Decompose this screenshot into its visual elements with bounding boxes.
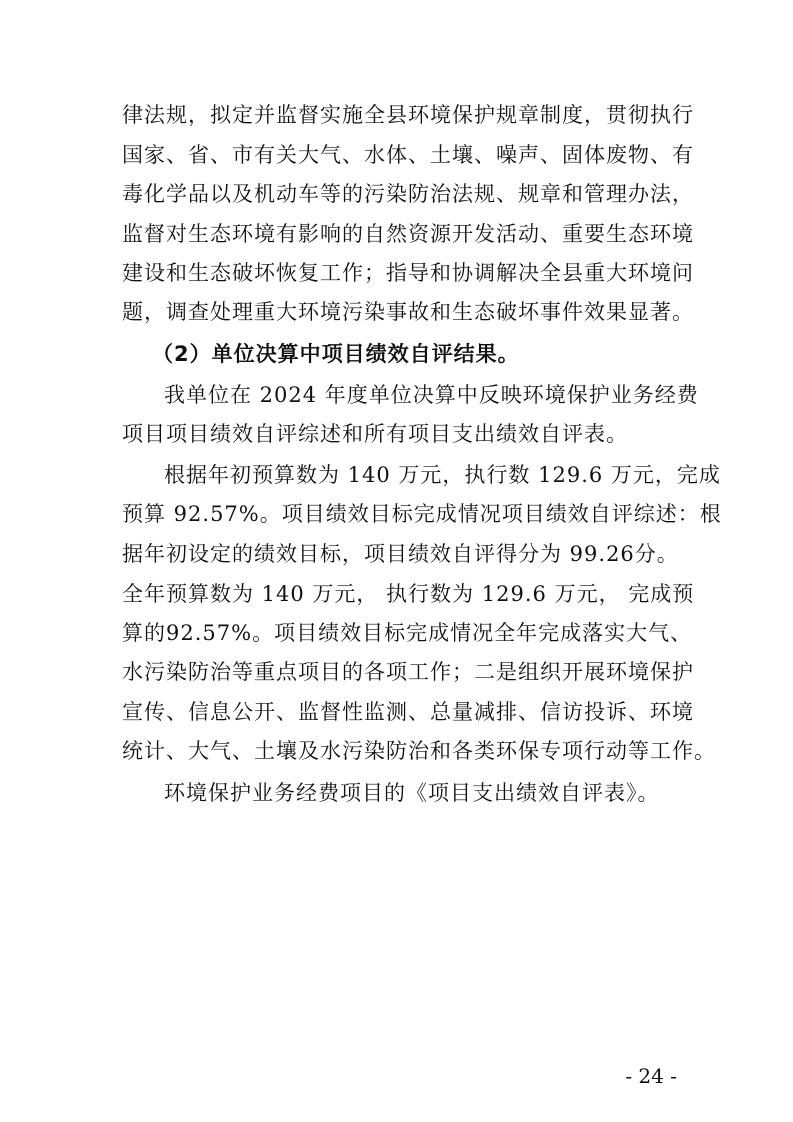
para4-line-4: 宣传、信息公开、监督性监测、总量减排、信访投诉、环境 (122, 700, 694, 724)
para1-line-5: 建设和生态破坏恢复工作；指导和协调解决全县重大环境问 (122, 261, 694, 285)
para4-line-2: 算的92.57%。项目绩效目标完成情况全年完成落实大气、 (122, 621, 693, 645)
para3-line-1: 根据年初预算数为 140 万元，执行数 129.6 万元，完成 (164, 463, 721, 487)
para1-line-6: 题，调查处理重大环境污染事故和生态破坏事件效果显著。 (122, 300, 694, 324)
para1-line-1: 律法规，拟定并监督实施全县环境保护规章制度，贯彻执行 (122, 103, 694, 127)
para4-line-5: 统计、大气、土壤及水污染防治和各类环保专项行动等工作。 (122, 739, 716, 763)
para2-line-1: 我单位在 2024 年度单位决算中反映环境保护业务经费 (164, 383, 699, 407)
para2-line-2: 项目项目绩效自评综述和所有项目支出绩效自评表。 (122, 422, 628, 446)
para4-line-3: 水污染防治等重点项目的各项工作；二是组织开展环境保护 (122, 660, 694, 684)
para3-line-3: 据年初设定的绩效目标，项目绩效自评得分为 99.26分。 (122, 542, 679, 566)
para1-line-3: 毒化学品以及机动车等的污染防治法规、规章和管理办法， (122, 182, 694, 206)
page-number: - 24 - (625, 1064, 677, 1088)
para1-line-2: 国家、省、市有关大气、水体、土壤、噪声、固体废物、有 (122, 143, 694, 167)
section-heading: （2）单位决算中项目绩效自评结果。 (152, 342, 520, 366)
para1-line-4: 监督对生态环境有影响的自然资源开发活动、重要生态环境 (122, 222, 694, 246)
para4-line-1: 全年预算数为 140 万元， 执行数为 129.6 万元， 完成预 (122, 582, 695, 606)
para5-line-1: 环境保护业务经费项目的《项目支出绩效自评表》。 (164, 781, 660, 805)
para3-line-2: 预算 92.57%。项目绩效目标完成情况项目绩效自评综述：根 (122, 502, 722, 526)
